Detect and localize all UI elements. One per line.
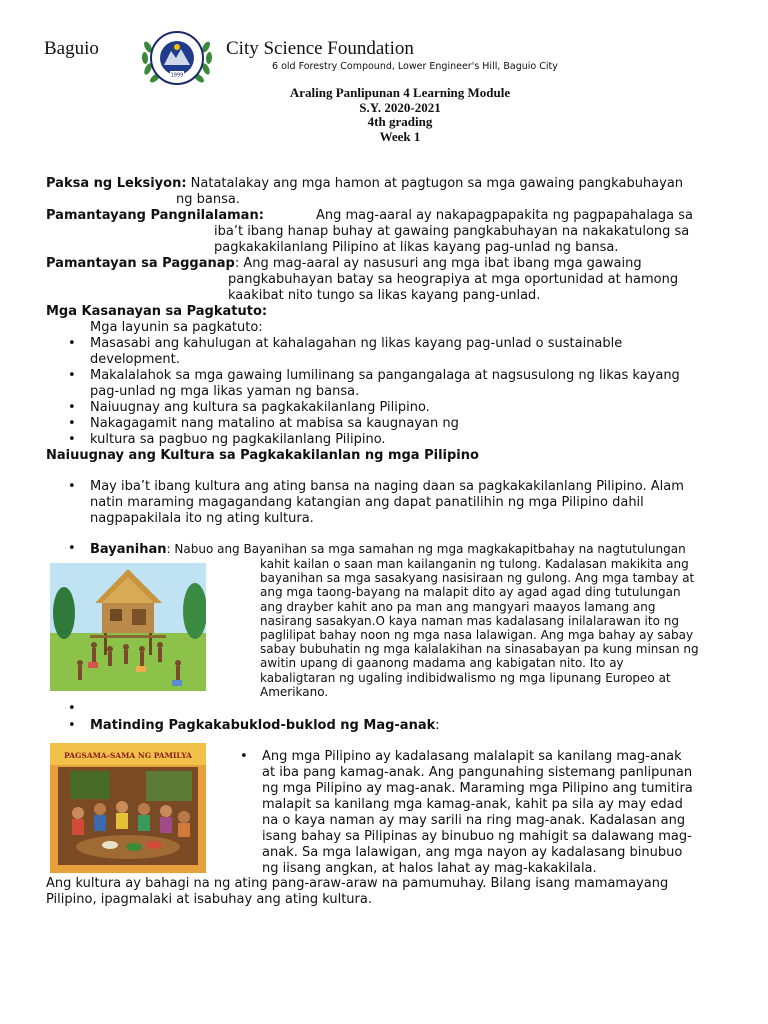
header-left-word: Baguio	[44, 38, 99, 59]
family-body-line: ng mga Pilipino ay mag-anak. Maraming mga Pilipino ang tumitira	[262, 781, 693, 796]
performance-standard-text-3: kaakibat nito tungo sa likas kayang pang-unlad.	[228, 288, 541, 303]
objective-line: development.	[90, 352, 180, 367]
family-label: Matinding Pagkakabuklod-buklod ng Mag-anak	[90, 718, 436, 733]
content-standard-text-2: iba’t ibang hanap buhay at gawaing pangkabuhayan na nakakatulong sa	[214, 224, 690, 239]
objective-item	[90, 432, 386, 448]
family-caption: PAGSAMA-SAMA NG PAMILYA	[64, 751, 192, 760]
skills-label: Mga Kasanayan sa Pagkatuto:	[46, 304, 268, 319]
section-heading: Naiuugnay ang Kultura sa Pagkakakilanlan ng mga Pilipino	[46, 448, 479, 463]
closing-line-1: Ang kultura ay bahagi na ng ating pang-araw-araw na pamumuhay. Bilang isang mamamayang	[46, 876, 669, 891]
family-body-line: na o kaya naman ay may sarili na ring mag-anak. Kadalasan ang	[262, 813, 686, 828]
module-title-block	[200, 86, 600, 144]
intro-line-1: • May iba’t ibang kultura ang ating bansa na naging daan sa pagkakakilanlang Pilipino. Alam	[90, 479, 684, 494]
bayanihan-line-1: : Nabuo ang Bayanihan sa mga samahan ng mga magkakapitbahay na nagtutulungan	[166, 542, 686, 556]
bayanihan-body-line: kahit kailan o saan man kailanganin ng tulong. Kadalasan makikita ang	[260, 557, 689, 571]
closing-line-2: Pilipino, ipagmalaki at isabuhay ang ating kultura.	[46, 892, 372, 907]
objective-line: pag-unlad ng mga likas yaman ng bansa.	[90, 384, 360, 399]
performance-standard-text-2: pangkabuhayan batay sa heograpiya at mga oportunidad at hamong	[228, 272, 679, 287]
objective-line: • Nakagagamit nang matalino at mabisa sa kaugnayan ng	[90, 416, 459, 431]
objective-item	[90, 416, 459, 432]
intro-line-2: natin maraming magagandang katangian ang dapat panatilihin ng mga Pilipino dahil	[90, 495, 644, 510]
performance-standard-line	[46, 256, 642, 272]
family-body-line: anak. Sa mga lalawigan, ang mga nayon ay kadalasang binubuo	[262, 845, 683, 860]
objective-item	[90, 368, 680, 400]
bayanihan-illustration	[50, 563, 206, 691]
bayanihan-body-line: bayanihan sa mga sasakyang nasisiraan ng gulong. Ang mga tambay at	[260, 571, 695, 586]
bayanihan-body	[260, 557, 699, 699]
module-week: Week 1	[379, 128, 421, 144]
bayanihan-item	[90, 542, 686, 557]
bayanihan-label: Bayanihan	[90, 542, 167, 557]
content-standard-text-3: pagkakakilanlang Pilipino at likas kayang pag-unlad ng bansa.	[214, 240, 619, 255]
family-body-line: • Ang mga Pilipino ay kadalasang malalapit sa kanilang mag-anak	[262, 749, 682, 764]
topic-label: Paksa ng Leksiyon:	[46, 176, 187, 191]
content-standard-text-1: Ang mag-aaral ay nakapagpapakita ng pagpapahalaga sa	[316, 208, 693, 223]
intro-item	[90, 479, 684, 527]
family-colon: :	[435, 718, 440, 733]
bayanihan-body-line: kabaligtaran ng ugaling indibidwalismo ng mga lipunang Europeo at	[260, 670, 671, 685]
topic-text-1: Natatalakay ang mga hamon at pagtugon sa mga gawaing pangkabuhayan	[186, 176, 684, 191]
intro-line-3: nagpapakilala ito ng ating kultura.	[90, 511, 314, 526]
bayanihan-body-line: ang mga taong-bayang na malapit dito ay agad agad ding tutulungan	[260, 585, 681, 600]
module-grading: 4th grading	[367, 114, 433, 129]
objective-line: • Makalalahok sa mga gawaing lumilinang sa pangangalaga at nagsusulong ng likas kayang	[90, 368, 680, 383]
objectives-intro: Mga layunin sa pagkatuto:	[90, 320, 263, 335]
bayanihan-body-line: sabay bubuhatin ng mga kalalakihan na sinasabayan pa kung minsan ng	[260, 642, 699, 657]
school-logo	[140, 27, 214, 89]
content-standard-label: Pamantayang Pangnilalaman:	[46, 208, 264, 223]
family-body	[262, 749, 693, 877]
logo-year: 1999	[170, 72, 184, 79]
performance-standard-label: Pamantayan sa Pagganap	[46, 256, 235, 271]
module-school-year: S.Y. 2020-2021	[359, 99, 441, 115]
bayanihan-body-line: nasirang sasakyan.O kaya naman mas kadalasang inilalarawan ito ng	[260, 613, 679, 628]
bayanihan-body-line: Amerikano.	[260, 684, 329, 699]
header-address: 6 old Forestry Compound, Lower Engineer's Hill, Baguio City	[272, 61, 558, 72]
family-body-line: isang bahay sa Pilipinas ay binubuo ng mahigit sa dalawang mag-	[262, 829, 692, 844]
objective-line: • kultura sa pagbuo ng pagkakilanlang Pilipino.	[90, 432, 386, 447]
bayanihan-body-line: ang drayber kahit ano pa man ang mangyari maayos lamang ang	[260, 599, 656, 614]
performance-standard-text-1: : Ang mag-aaral ay nasusuri ang mga ibat ibang mga gawaing	[234, 256, 642, 271]
header-right-words: City Science Foundation	[226, 38, 414, 59]
topic-line	[46, 176, 683, 192]
family-body-line: at iba pang kamag-anak. Ang pangunahing sistemang panlipunan	[262, 765, 693, 780]
family-item	[90, 718, 440, 734]
objective-line: • Masasabi ang kahulugan at kahalagahan ng likas kayang pag-unlad o sustainable	[90, 336, 623, 351]
objective-item	[90, 336, 622, 368]
objective-line: • Naiuugnay ang kultura sa pagkakakilanlang Pilipino.	[90, 400, 430, 415]
module-title: Araling Panlipunan 4 Learning Module	[289, 85, 511, 100]
family-body-line: ng iisang angkan, at halos lahat ay mag-kakakilala.	[262, 861, 597, 876]
topic-text-2: ng bansa.	[176, 192, 240, 207]
bayanihan-body-line: paglilipat bahay noon ng mga nasa lalawigan. Ang mga bahay ay sabay	[260, 628, 694, 643]
bayanihan-body-line: awitin upang di gaanong madama ang kabigatan nito. Ito ay	[260, 656, 624, 671]
family-illustration	[50, 743, 206, 873]
objective-item	[90, 400, 430, 416]
family-body-line: malapit sa kanilang mga kamag-anak, kahit pa sila ay may edad	[262, 797, 683, 812]
